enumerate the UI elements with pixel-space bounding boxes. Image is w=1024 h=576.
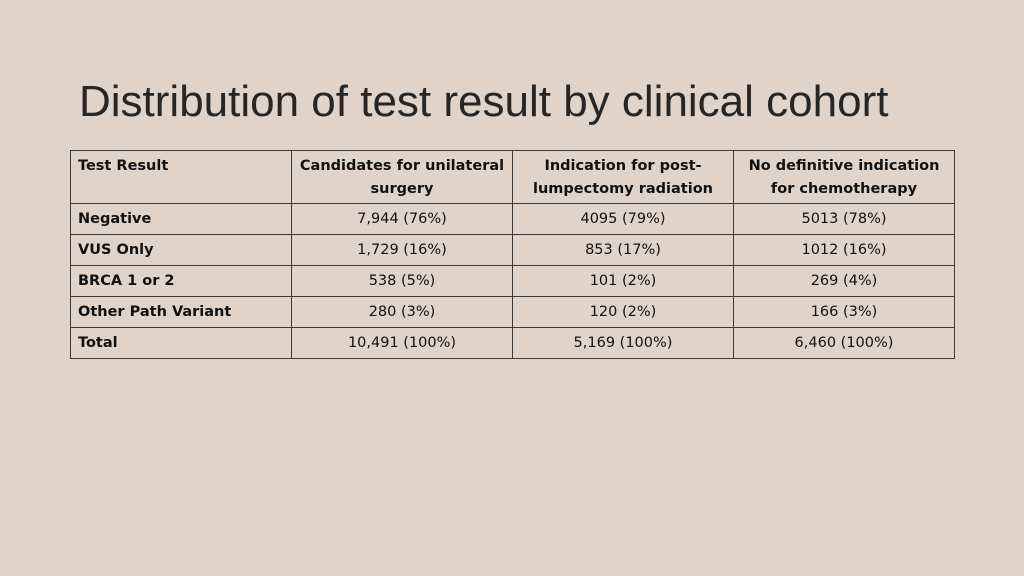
- table-header-row: [71, 151, 955, 204]
- table-cell: 1012 (16%): [734, 235, 955, 266]
- header-post-lumpectomy-radiation: Indication for post-lumpectomy radiation: [513, 151, 734, 204]
- header-test-result: Test Result: [71, 151, 292, 204]
- header-unilateral-surgery: Candidates for unilateral surgery: [292, 151, 513, 204]
- table-cell: 166 (3%): [734, 297, 955, 328]
- row-label: Negative: [71, 204, 292, 235]
- table-cell: 269 (4%): [734, 266, 955, 297]
- table-row-total: [71, 328, 955, 359]
- row-label: BRCA 1 or 2: [71, 266, 292, 297]
- table-cell: 4095 (79%): [513, 204, 734, 235]
- table-cell: 5,169 (100%): [513, 328, 734, 359]
- table-cell: 101 (2%): [513, 266, 734, 297]
- table-cell: 538 (5%): [292, 266, 513, 297]
- row-label: Total: [71, 328, 292, 359]
- table-row: [71, 204, 955, 235]
- table-cell: 1,729 (16%): [292, 235, 513, 266]
- row-label: VUS Only: [71, 235, 292, 266]
- table-cell: 10,491 (100%): [292, 328, 513, 359]
- table-cell: 120 (2%): [513, 297, 734, 328]
- table-cell: 280 (3%): [292, 297, 513, 328]
- results-table: [70, 150, 955, 359]
- row-label: Other Path Variant: [71, 297, 292, 328]
- table-row: [71, 266, 955, 297]
- header-no-chemotherapy: No definitive indication for chemotherapy: [734, 151, 955, 204]
- table-row: [71, 235, 955, 266]
- table-cell: 6,460 (100%): [734, 328, 955, 359]
- table-row: [71, 297, 955, 328]
- table-cell: 853 (17%): [513, 235, 734, 266]
- slide-title: Distribution of test result by clinical cohort: [79, 77, 889, 126]
- table-cell: 5013 (78%): [734, 204, 955, 235]
- table-cell: 7,944 (76%): [292, 204, 513, 235]
